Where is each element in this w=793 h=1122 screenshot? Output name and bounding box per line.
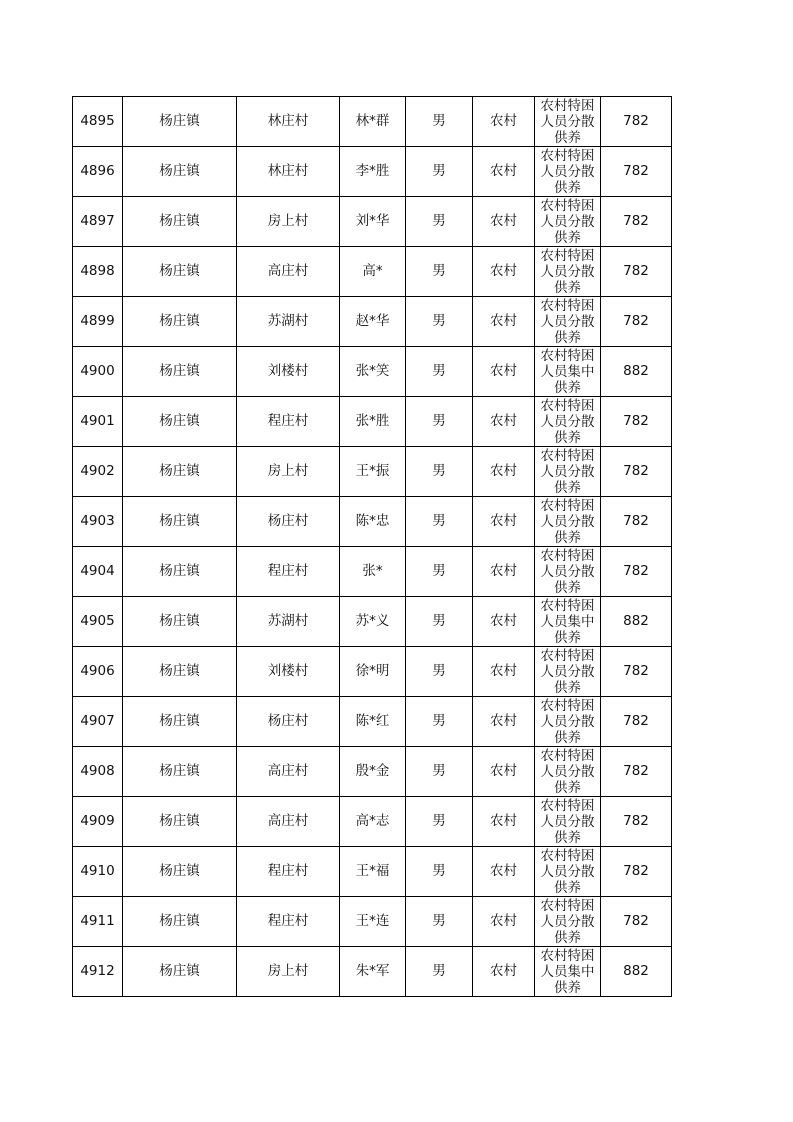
category-line: 供养 bbox=[554, 630, 581, 645]
town-cell: 杨庄镇 bbox=[123, 297, 237, 347]
row-number-cell: 4902 bbox=[73, 447, 123, 497]
table-row bbox=[73, 847, 672, 897]
row-number-cell: 4898 bbox=[73, 247, 123, 297]
name-cell: 朱*军 bbox=[340, 947, 406, 997]
table-row bbox=[73, 97, 672, 147]
category-line: 农村特困 bbox=[540, 848, 595, 864]
category-line: 农村特困 bbox=[540, 348, 595, 364]
category-line: 农村特困 bbox=[540, 898, 595, 914]
category-line: 供养 bbox=[554, 380, 581, 395]
category-line: 农村特困 bbox=[540, 648, 595, 664]
category-cell bbox=[535, 797, 601, 847]
town-cell: 杨庄镇 bbox=[123, 347, 237, 397]
category-line: 供养 bbox=[554, 430, 581, 445]
row-number-cell: 4900 bbox=[73, 347, 123, 397]
category-line: 人员集中 bbox=[540, 614, 595, 630]
table-row bbox=[73, 547, 672, 597]
area-cell: 农村 bbox=[473, 647, 535, 697]
village-cell: 苏湖村 bbox=[237, 597, 340, 647]
area-cell: 农村 bbox=[473, 297, 535, 347]
category-cell bbox=[535, 847, 601, 897]
category-line: 人员分散 bbox=[540, 814, 595, 830]
amount-cell: 782 bbox=[601, 197, 672, 247]
category-line: 农村特困 bbox=[540, 698, 595, 714]
village-cell: 程庄村 bbox=[237, 397, 340, 447]
town-cell: 杨庄镇 bbox=[123, 147, 237, 197]
table-body bbox=[73, 97, 672, 997]
row-number-cell: 4901 bbox=[73, 397, 123, 447]
category-line: 农村特困 bbox=[540, 798, 595, 814]
amount-cell: 782 bbox=[601, 747, 672, 797]
category-line: 供养 bbox=[554, 480, 581, 495]
category-cell bbox=[535, 497, 601, 547]
amount-cell: 782 bbox=[601, 447, 672, 497]
category-line: 人员分散 bbox=[540, 414, 595, 430]
category-line: 供养 bbox=[554, 130, 581, 145]
name-cell: 徐*明 bbox=[340, 647, 406, 697]
category-line: 人员集中 bbox=[540, 364, 595, 380]
row-number-cell: 4904 bbox=[73, 547, 123, 597]
category-line: 农村特困 bbox=[540, 598, 595, 614]
category-cell bbox=[535, 197, 601, 247]
town-cell: 杨庄镇 bbox=[123, 497, 237, 547]
gender-cell: 男 bbox=[406, 597, 473, 647]
gender-cell: 男 bbox=[406, 147, 473, 197]
village-cell: 高庄村 bbox=[237, 247, 340, 297]
village-cell: 刘楼村 bbox=[237, 647, 340, 697]
category-line: 人员分散 bbox=[540, 664, 595, 680]
amount-cell: 782 bbox=[601, 147, 672, 197]
village-cell: 房上村 bbox=[237, 447, 340, 497]
category-cell bbox=[535, 647, 601, 697]
category-cell bbox=[535, 147, 601, 197]
category-line: 人员分散 bbox=[540, 864, 595, 880]
category-line: 供养 bbox=[554, 230, 581, 245]
category-cell bbox=[535, 347, 601, 397]
name-cell: 苏*义 bbox=[340, 597, 406, 647]
town-cell: 杨庄镇 bbox=[123, 847, 237, 897]
row-number-cell: 4905 bbox=[73, 597, 123, 647]
row-number-cell: 4908 bbox=[73, 747, 123, 797]
gender-cell: 男 bbox=[406, 797, 473, 847]
amount-cell: 882 bbox=[601, 947, 672, 997]
category-line: 人员集中 bbox=[540, 964, 595, 980]
gender-cell: 男 bbox=[406, 347, 473, 397]
category-line: 人员分散 bbox=[540, 464, 595, 480]
area-cell: 农村 bbox=[473, 747, 535, 797]
gender-cell: 男 bbox=[406, 947, 473, 997]
village-cell: 程庄村 bbox=[237, 547, 340, 597]
category-line: 农村特困 bbox=[540, 198, 595, 214]
name-cell: 王*连 bbox=[340, 897, 406, 947]
category-line: 人员分散 bbox=[540, 164, 595, 180]
category-line: 供养 bbox=[554, 180, 581, 195]
amount-cell: 782 bbox=[601, 547, 672, 597]
village-cell: 刘楼村 bbox=[237, 347, 340, 397]
gender-cell: 男 bbox=[406, 197, 473, 247]
town-cell: 杨庄镇 bbox=[123, 197, 237, 247]
town-cell: 杨庄镇 bbox=[123, 597, 237, 647]
row-number-cell: 4903 bbox=[73, 497, 123, 547]
town-cell: 杨庄镇 bbox=[123, 947, 237, 997]
amount-cell: 782 bbox=[601, 97, 672, 147]
category-line: 农村特困 bbox=[540, 498, 595, 514]
name-cell: 陈*红 bbox=[340, 697, 406, 747]
town-cell: 杨庄镇 bbox=[123, 897, 237, 947]
name-cell: 张* bbox=[340, 547, 406, 597]
category-line: 农村特困 bbox=[540, 548, 595, 564]
town-cell: 杨庄镇 bbox=[123, 247, 237, 297]
category-cell bbox=[535, 97, 601, 147]
category-cell bbox=[535, 897, 601, 947]
village-cell: 苏湖村 bbox=[237, 297, 340, 347]
category-line: 供养 bbox=[554, 930, 581, 945]
row-number-cell: 4907 bbox=[73, 697, 123, 747]
category-line: 供养 bbox=[554, 830, 581, 845]
beneficiary-table bbox=[72, 96, 672, 997]
gender-cell: 男 bbox=[406, 897, 473, 947]
gender-cell: 男 bbox=[406, 297, 473, 347]
category-cell bbox=[535, 297, 601, 347]
category-line: 农村特困 bbox=[540, 748, 595, 764]
table-row bbox=[73, 347, 672, 397]
gender-cell: 男 bbox=[406, 747, 473, 797]
gender-cell: 男 bbox=[406, 647, 473, 697]
area-cell: 农村 bbox=[473, 897, 535, 947]
gender-cell: 男 bbox=[406, 697, 473, 747]
category-line: 人员分散 bbox=[540, 564, 595, 580]
category-line: 供养 bbox=[554, 280, 581, 295]
category-cell bbox=[535, 697, 601, 747]
amount-cell: 782 bbox=[601, 647, 672, 697]
area-cell: 农村 bbox=[473, 147, 535, 197]
amount-cell: 782 bbox=[601, 697, 672, 747]
category-cell bbox=[535, 447, 601, 497]
category-line: 农村特困 bbox=[540, 98, 595, 114]
amount-cell: 782 bbox=[601, 497, 672, 547]
area-cell: 农村 bbox=[473, 847, 535, 897]
village-cell: 林庄村 bbox=[237, 147, 340, 197]
table-row bbox=[73, 147, 672, 197]
category-line: 供养 bbox=[554, 580, 581, 595]
table-row bbox=[73, 747, 672, 797]
name-cell: 高* bbox=[340, 247, 406, 297]
table-row bbox=[73, 297, 672, 347]
category-line: 农村特困 bbox=[540, 148, 595, 164]
gender-cell: 男 bbox=[406, 397, 473, 447]
category-line: 人员分散 bbox=[540, 714, 595, 730]
category-line: 供养 bbox=[554, 530, 581, 545]
area-cell: 农村 bbox=[473, 597, 535, 647]
amount-cell: 782 bbox=[601, 897, 672, 947]
area-cell: 农村 bbox=[473, 197, 535, 247]
name-cell: 殷*金 bbox=[340, 747, 406, 797]
row-number-cell: 4897 bbox=[73, 197, 123, 247]
area-cell: 农村 bbox=[473, 497, 535, 547]
category-line: 农村特困 bbox=[540, 448, 595, 464]
amount-cell: 782 bbox=[601, 297, 672, 347]
name-cell: 王*振 bbox=[340, 447, 406, 497]
area-cell: 农村 bbox=[473, 447, 535, 497]
area-cell: 农村 bbox=[473, 547, 535, 597]
category-cell bbox=[535, 747, 601, 797]
village-cell: 高庄村 bbox=[237, 747, 340, 797]
town-cell: 杨庄镇 bbox=[123, 397, 237, 447]
table-row bbox=[73, 197, 672, 247]
gender-cell: 男 bbox=[406, 247, 473, 297]
village-cell: 程庄村 bbox=[237, 897, 340, 947]
category-line: 人员分散 bbox=[540, 314, 595, 330]
row-number-cell: 4895 bbox=[73, 97, 123, 147]
amount-cell: 782 bbox=[601, 247, 672, 297]
village-cell: 林庄村 bbox=[237, 97, 340, 147]
category-cell bbox=[535, 397, 601, 447]
amount-cell: 782 bbox=[601, 847, 672, 897]
row-number-cell: 4906 bbox=[73, 647, 123, 697]
village-cell: 高庄村 bbox=[237, 797, 340, 847]
table-row bbox=[73, 647, 672, 697]
table-row bbox=[73, 597, 672, 647]
town-cell: 杨庄镇 bbox=[123, 547, 237, 597]
village-cell: 房上村 bbox=[237, 947, 340, 997]
category-line: 人员分散 bbox=[540, 914, 595, 930]
area-cell: 农村 bbox=[473, 947, 535, 997]
gender-cell: 男 bbox=[406, 547, 473, 597]
category-line: 供养 bbox=[554, 680, 581, 695]
category-line: 供养 bbox=[554, 880, 581, 895]
category-line: 农村特困 bbox=[540, 248, 595, 264]
name-cell: 高*志 bbox=[340, 797, 406, 847]
row-number-cell: 4911 bbox=[73, 897, 123, 947]
town-cell: 杨庄镇 bbox=[123, 447, 237, 497]
row-number-cell: 4909 bbox=[73, 797, 123, 847]
table-row bbox=[73, 697, 672, 747]
village-cell: 杨庄村 bbox=[237, 497, 340, 547]
category-line: 农村特困 bbox=[540, 948, 595, 964]
category-cell bbox=[535, 547, 601, 597]
category-cell bbox=[535, 247, 601, 297]
area-cell: 农村 bbox=[473, 97, 535, 147]
row-number-cell: 4896 bbox=[73, 147, 123, 197]
gender-cell: 男 bbox=[406, 497, 473, 547]
name-cell: 陈*忠 bbox=[340, 497, 406, 547]
table-row bbox=[73, 247, 672, 297]
amount-cell: 882 bbox=[601, 347, 672, 397]
category-line: 农村特困 bbox=[540, 298, 595, 314]
area-cell: 农村 bbox=[473, 697, 535, 747]
table-row bbox=[73, 397, 672, 447]
category-cell bbox=[535, 947, 601, 997]
town-cell: 杨庄镇 bbox=[123, 97, 237, 147]
row-number-cell: 4899 bbox=[73, 297, 123, 347]
gender-cell: 男 bbox=[406, 847, 473, 897]
table-row bbox=[73, 497, 672, 547]
table-row bbox=[73, 447, 672, 497]
category-line: 人员分散 bbox=[540, 264, 595, 280]
category-line: 人员分散 bbox=[540, 114, 595, 130]
name-cell: 李*胜 bbox=[340, 147, 406, 197]
name-cell: 张*胜 bbox=[340, 397, 406, 447]
area-cell: 农村 bbox=[473, 397, 535, 447]
name-cell: 刘*华 bbox=[340, 197, 406, 247]
area-cell: 农村 bbox=[473, 797, 535, 847]
village-cell: 程庄村 bbox=[237, 847, 340, 897]
town-cell: 杨庄镇 bbox=[123, 647, 237, 697]
table-row bbox=[73, 897, 672, 947]
area-cell: 农村 bbox=[473, 247, 535, 297]
gender-cell: 男 bbox=[406, 447, 473, 497]
town-cell: 杨庄镇 bbox=[123, 747, 237, 797]
name-cell: 王*福 bbox=[340, 847, 406, 897]
village-cell: 房上村 bbox=[237, 197, 340, 247]
table-row bbox=[73, 797, 672, 847]
amount-cell: 882 bbox=[601, 597, 672, 647]
category-line: 农村特困 bbox=[540, 398, 595, 414]
gender-cell: 男 bbox=[406, 97, 473, 147]
village-cell: 杨庄村 bbox=[237, 697, 340, 747]
category-cell bbox=[535, 597, 601, 647]
category-line: 人员分散 bbox=[540, 214, 595, 230]
town-cell: 杨庄镇 bbox=[123, 797, 237, 847]
category-line: 供养 bbox=[554, 980, 581, 995]
category-line: 供养 bbox=[554, 730, 581, 745]
name-cell: 林*群 bbox=[340, 97, 406, 147]
amount-cell: 782 bbox=[601, 397, 672, 447]
name-cell: 赵*华 bbox=[340, 297, 406, 347]
amount-cell: 782 bbox=[601, 797, 672, 847]
category-line: 人员分散 bbox=[540, 514, 595, 530]
table-row bbox=[73, 947, 672, 997]
category-line: 人员分散 bbox=[540, 764, 595, 780]
town-cell: 杨庄镇 bbox=[123, 697, 237, 747]
row-number-cell: 4912 bbox=[73, 947, 123, 997]
name-cell: 张*笑 bbox=[340, 347, 406, 397]
row-number-cell: 4910 bbox=[73, 847, 123, 897]
category-line: 供养 bbox=[554, 330, 581, 345]
category-line: 供养 bbox=[554, 780, 581, 795]
area-cell: 农村 bbox=[473, 347, 535, 397]
